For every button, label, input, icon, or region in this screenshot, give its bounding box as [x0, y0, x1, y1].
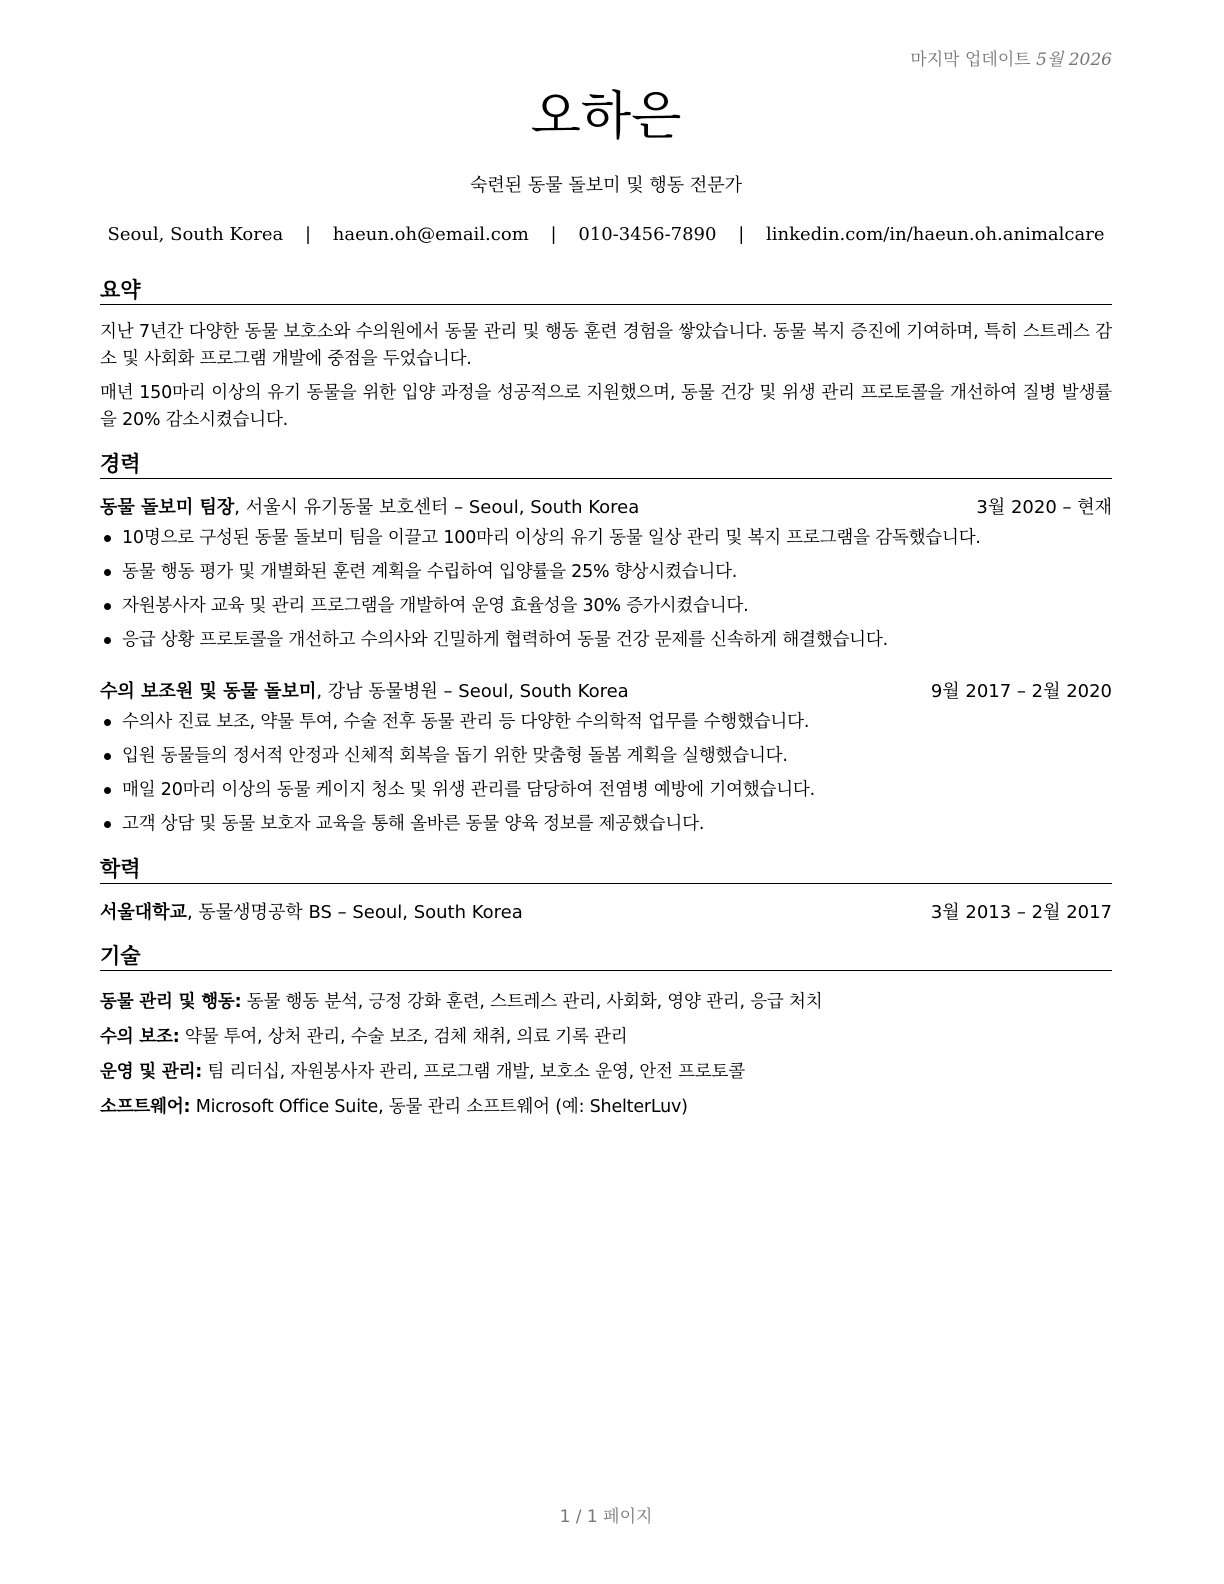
candidate-tagline: 숙련된 동물 돌보미 및 행동 전문가: [469, 175, 743, 196]
skill-label: 수의 보조:: [100, 1027, 180, 1047]
job-dates: 3월 2020 – 현재: [976, 497, 1112, 518]
skill-value: Microsoft Office Suite, 동물 관리 소프트웨어 (예: ShelterLuv): [190, 1097, 688, 1117]
summary-paragraph-1: 지난 7년간 다양한 동물 보호소와 수의원에서 동물 관리 및 행동 훈련 경험을 쌓았습니다. 동물 복지 증진에 기여하며, 특히 스트레스 감소 및 사회화 프로그램 개발에 중점을 두었습니다.: [100, 322, 1112, 369]
skill-label: 동물 관리 및 행동:: [100, 992, 242, 1012]
education-dates: 3월 2013 – 2월 2017: [930, 902, 1112, 923]
skills-list: [100, 985, 1112, 1125]
list-item: 10명으로 구성된 동물 돌보미 팀을 이끌고 100마리 이상의 유기 동물 일상 관리 및 복지 프로그램을 감독했습니다.: [100, 521, 1112, 555]
candidate-name: 오하은: [530, 87, 682, 147]
last-updated-prefix: 마지막 업데이트: [910, 50, 1031, 70]
last-updated: [910, 45, 1112, 70]
contact-separator: |: [738, 224, 745, 245]
job-role: 수의 보조원 및 동물 돌보미: [100, 681, 317, 702]
skill-value: 팀 리더십, 자원봉사자 관리, 프로그램 개발, 보호소 운영, 안전 프로토콜: [202, 1062, 745, 1082]
skill-row: [100, 1090, 1112, 1125]
summary-paragraph-2: 매년 150마리 이상의 유기 동물을 위한 입양 과정을 성공적으로 지원했으며, 동물 건강 및 위생 관리 프로토콜을 개선하여 질병 발생률을 20% 감소시켰습니다.: [100, 383, 1112, 430]
contact-email[interactable]: haeun.oh@email.com: [332, 224, 529, 245]
skill-value: 약물 투여, 상처 관리, 수술 보조, 검체 채취, 의료 기록 관리: [179, 1027, 628, 1047]
job-role: 동물 돌보미 팀장: [100, 497, 235, 518]
page-indicator: 1 / 1 페이지: [559, 1507, 653, 1527]
section-title-summary: 요약: [100, 277, 1112, 305]
job-bullets: [100, 705, 1112, 841]
job-organization: , 서울시 유기동물 보호센터 – Seoul, South Korea: [234, 497, 640, 518]
skill-label: 소프트웨어:: [100, 1097, 191, 1117]
list-item: 입원 동물들의 정서적 안정과 신체적 회복을 돕기 위한 맞춤형 돌봄 계획을 실행했습니다.: [100, 739, 1112, 773]
job-dates: 9월 2017 – 2월 2020: [930, 681, 1112, 702]
list-item: 고객 상담 및 동물 보호자 교육을 통해 올바른 동물 양육 정보를 제공했습니다.: [100, 807, 1112, 841]
skill-row: [100, 985, 1112, 1020]
contact-separator: |: [550, 224, 557, 245]
section-title-experience: 경력: [100, 451, 1112, 479]
education-detail: , 동물생명공학 BS – Seoul, South Korea: [186, 902, 523, 923]
contact-linkedin[interactable]: linkedin.com/in/haeun.oh.animalcare: [766, 224, 1105, 245]
contact-location: Seoul, South Korea: [107, 224, 284, 245]
skill-row: [100, 1020, 1112, 1055]
education-school: 서울대학교: [100, 902, 187, 923]
list-item: 자원봉사자 교육 및 관리 프로그램을 개발하여 운영 효율성을 30% 증가시켰습니다.: [100, 589, 1112, 623]
resume-page: [100, 0, 1112, 1584]
contact-separator: |: [304, 224, 312, 245]
last-updated-date: 5월 2026: [1036, 50, 1112, 70]
skill-label: 운영 및 관리:: [100, 1062, 203, 1082]
section-title-skills: 기술: [100, 943, 1112, 971]
skill-row: [100, 1055, 1112, 1090]
section-title-education: 학력: [100, 856, 1112, 884]
job-organization: , 강남 동물병원 – Seoul, South Korea: [316, 681, 629, 702]
contact-line: [100, 224, 1112, 245]
contact-phone: 010-3456-7890: [578, 224, 717, 245]
list-item: 응급 상황 프로토콜을 개선하고 수의사와 긴밀하게 협력하여 동물 건강 문제를 신속하게 해결했습니다.: [100, 623, 1112, 657]
list-item: 동물 행동 평가 및 개별화된 훈련 계획을 수립하여 입양률을 25% 향상시켰습니다.: [100, 555, 1112, 589]
list-item: 매일 20마리 이상의 동물 케이지 청소 및 위생 관리를 담당하여 전염병 예방에 기여했습니다.: [100, 773, 1112, 807]
skill-value: 동물 행동 분석, 긍정 강화 훈련, 스트레스 관리, 사회화, 영양 관리, 응급 처치: [241, 992, 823, 1012]
list-item: 수의사 진료 보조, 약물 투여, 수술 전후 동물 관리 등 다양한 수의학적 업무를 수행했습니다.: [100, 705, 1112, 739]
job-bullets: [100, 521, 1112, 657]
